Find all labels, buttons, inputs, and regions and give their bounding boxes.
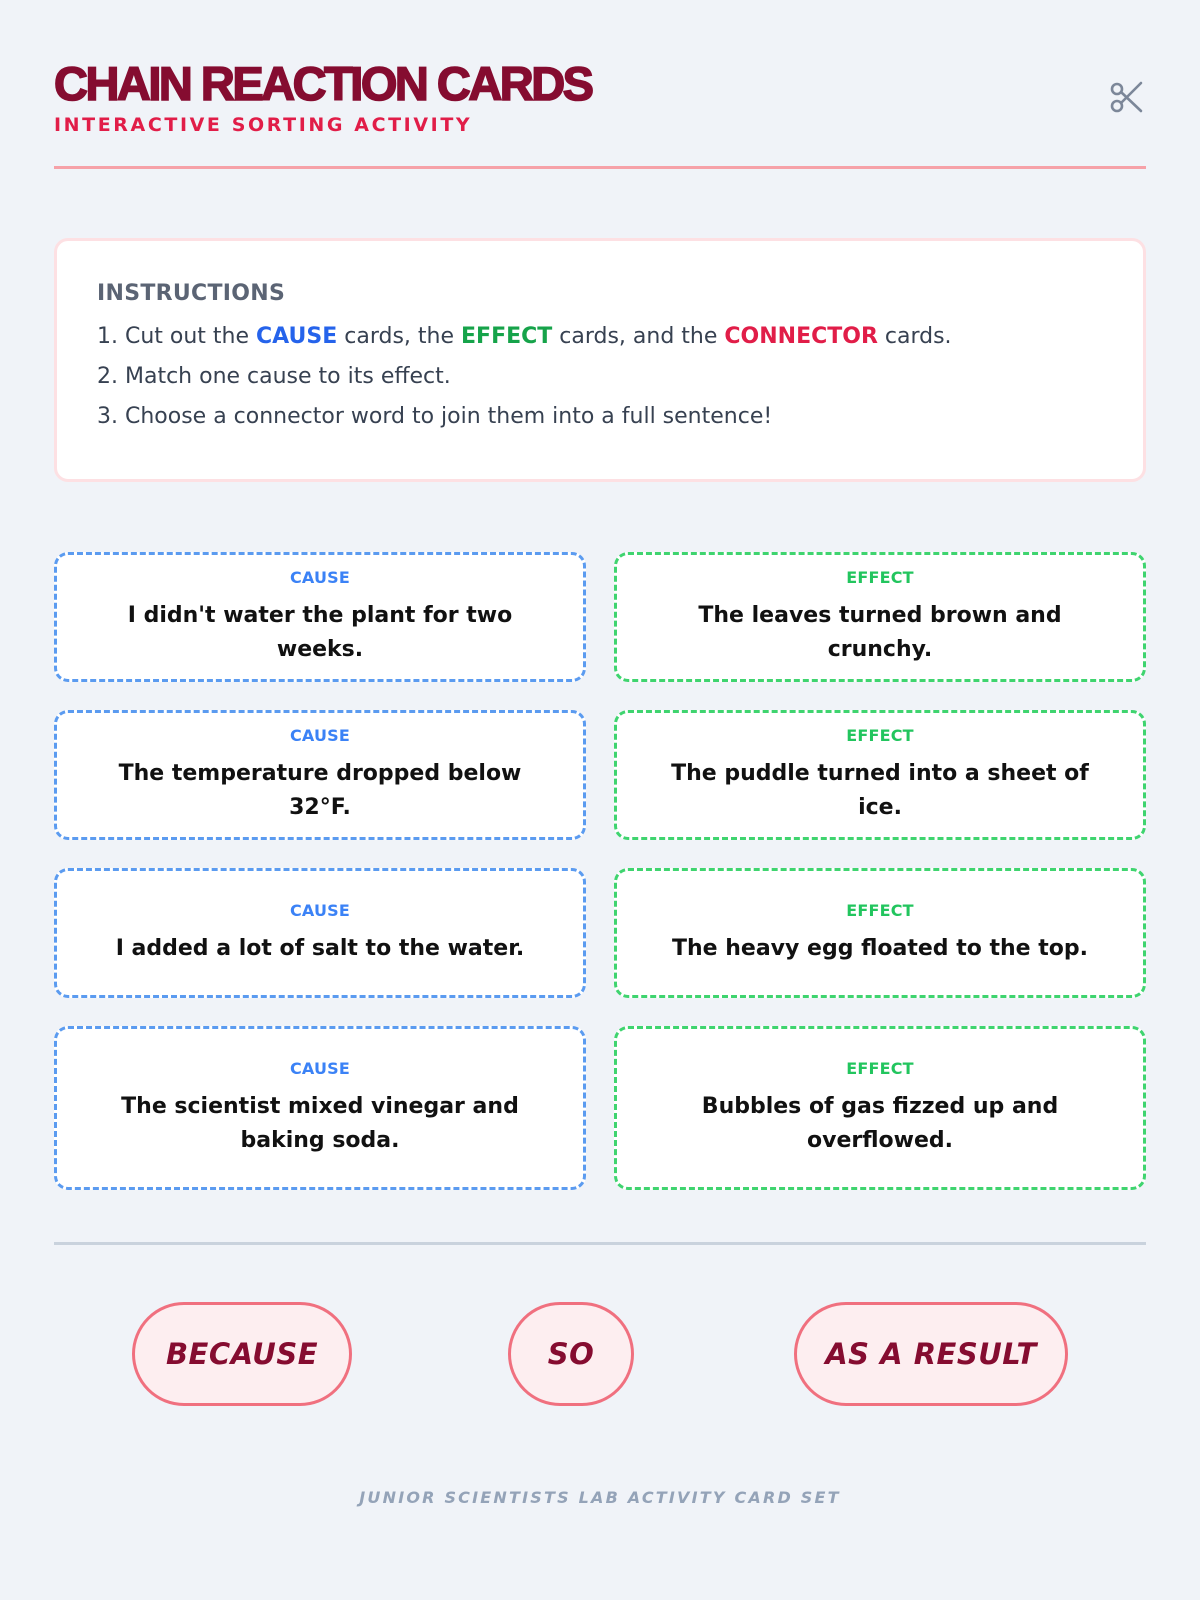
effect-card[interactable]	[614, 552, 1146, 682]
card-text: The scientist mixed vinegar and baking soda.	[121, 1093, 519, 1153]
effect-card[interactable]	[614, 710, 1146, 840]
card-text: I added a lot of salt to the water.	[115, 935, 525, 961]
cause-card[interactable]	[54, 710, 586, 840]
card-label: EFFECT	[846, 725, 914, 745]
keyword-connector: CONNECTOR	[724, 324, 878, 349]
card-text: The heavy egg floated to the top.	[672, 935, 1088, 961]
instruction-text: cards, the	[337, 324, 462, 349]
cause-card[interactable]	[54, 552, 586, 682]
card-label: CAUSE	[289, 567, 351, 587]
instructions-heading: INSTRUCTIONS	[97, 281, 286, 306]
card-text: Bubbles of gas fizzed up and overflowed.	[701, 1093, 1059, 1153]
scissors-icon	[1108, 78, 1146, 116]
footer-caption: JUNIOR SCIENTISTS LAB ACTIVITY CARD SET	[359, 1488, 841, 1507]
cause-card[interactable]	[54, 1026, 586, 1190]
page-header	[54, 56, 1146, 168]
card-text: The temperature dropped below 32°F.	[118, 760, 522, 820]
keyword-effect: EFFECT	[461, 324, 553, 349]
card-text: The leaves turned brown and crunchy.	[698, 602, 1062, 662]
card-label: CAUSE	[289, 900, 351, 920]
connector-card-because[interactable]: BECAUSE	[132, 1302, 352, 1406]
card-label: EFFECT	[846, 1058, 914, 1078]
instruction-text: 1. Cut out the	[97, 324, 257, 349]
connector-card-as-a-result[interactable]: AS A RESULT	[794, 1302, 1068, 1406]
instruction-text: cards.	[877, 324, 952, 349]
cause-card[interactable]	[54, 868, 586, 998]
keyword-cause: CAUSE	[256, 324, 338, 349]
instructions-box	[54, 238, 1146, 482]
connector-card-so[interactable]: SO	[508, 1302, 634, 1406]
page-title: CHAIN REACTION CARDS	[54, 57, 592, 110]
section-divider	[54, 1242, 1146, 1245]
card-label: EFFECT	[846, 567, 914, 587]
instruction-step-3: 3. Choose a connector word to join them into a full sentence!	[97, 404, 773, 429]
card-label: EFFECT	[846, 900, 914, 920]
effect-card[interactable]	[614, 1026, 1146, 1190]
instruction-text: cards, and the	[552, 324, 725, 349]
header-divider	[54, 166, 1146, 169]
card-text: The puddle turned into a sheet of ice.	[671, 760, 1089, 820]
effect-card[interactable]	[614, 868, 1146, 998]
card-text: I didn't water the plant for two weeks.	[127, 602, 513, 662]
card-label: CAUSE	[289, 725, 351, 745]
page-subtitle: INTERACTIVE SORTING ACTIVITY	[54, 114, 473, 136]
card-label: CAUSE	[289, 1058, 351, 1078]
instruction-step-1	[97, 324, 1103, 350]
instruction-step-2: 2. Match one cause to its effect.	[97, 364, 451, 389]
